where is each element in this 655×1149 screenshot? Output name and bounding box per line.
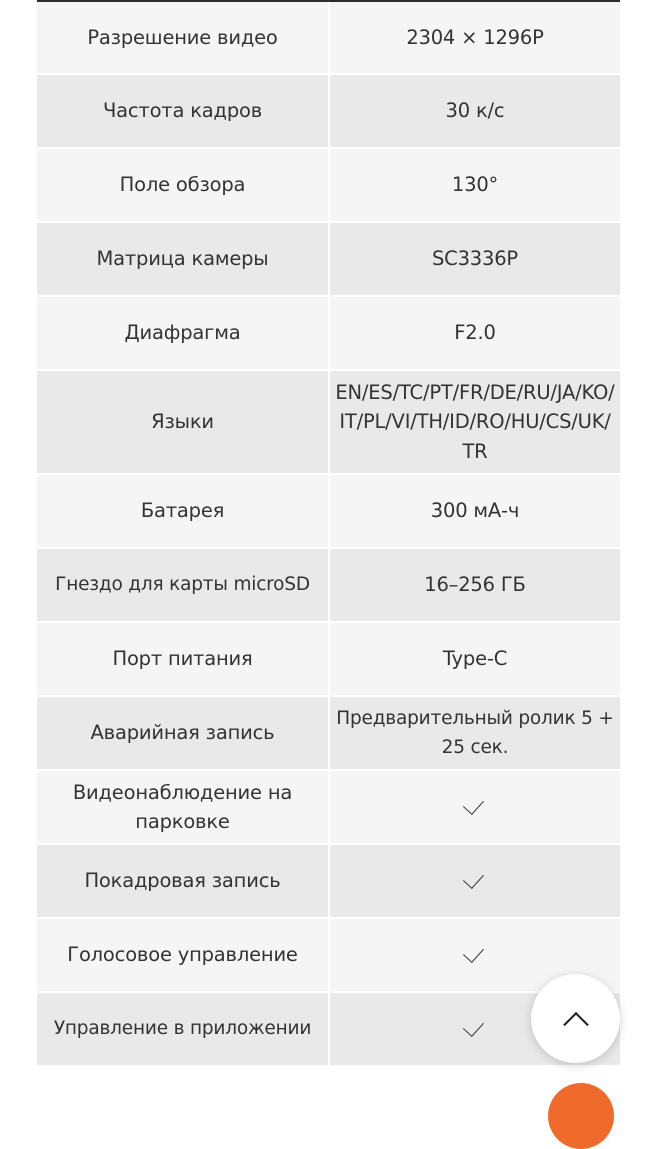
spec-label: Диафрагма — [37, 297, 328, 369]
spec-label: Покадровая запись — [37, 845, 328, 917]
table-row — [37, 549, 620, 621]
spec-value: 16–256 ГБ — [330, 549, 620, 621]
chat-button[interactable] — [548, 1083, 614, 1149]
spec-value: SC3336P — [330, 223, 620, 295]
checkmark-icon — [463, 794, 484, 815]
table-row — [37, 223, 620, 295]
spec-value: EN/ES/TC/PT/FR/DE/RU/JA/KO/IT/PL/VI/TH/ID/RO/HU/CS/UK/TR — [330, 371, 620, 473]
spec-value: 300 мА-ч — [330, 475, 620, 547]
spec-value: Предварительный ролик 5 + 25 сек. — [330, 697, 620, 769]
chevron-up-icon — [563, 1011, 588, 1036]
table-row — [37, 475, 620, 547]
spec-value — [330, 771, 620, 843]
spec-value: 30 к/с — [330, 75, 620, 147]
table-row — [37, 297, 620, 369]
spec-label: Разрешение видео — [37, 2, 328, 73]
spec-label: Поле обзора — [37, 149, 328, 221]
specs-table — [37, 2, 620, 1065]
spec-label: Порт питания — [37, 623, 328, 695]
table-row — [37, 623, 620, 695]
table-row — [37, 149, 620, 221]
spec-value — [330, 845, 620, 917]
table-row — [37, 845, 620, 917]
table-row — [37, 919, 620, 991]
scroll-to-top-button[interactable] — [531, 974, 620, 1063]
spec-value: F2.0 — [330, 297, 620, 369]
spec-label: Батарея — [37, 475, 328, 547]
spec-label: Видеонаблюдение на парковке — [37, 771, 328, 843]
spec-label: Гнездо для карты microSD — [37, 549, 328, 621]
checkmark-icon — [463, 942, 484, 963]
spec-value: Type-C — [330, 623, 620, 695]
table-row — [37, 75, 620, 147]
spec-value: 2304 × 1296P — [330, 2, 620, 73]
table-row — [37, 2, 620, 73]
spec-label: Матрица камеры — [37, 223, 328, 295]
table-row — [37, 371, 620, 473]
spec-label: Управление в приложении — [37, 993, 328, 1065]
spec-label: Языки — [37, 371, 328, 473]
spec-label: Голосовое управление — [37, 919, 328, 991]
spec-value: 130° — [330, 149, 620, 221]
checkmark-icon — [463, 1016, 484, 1037]
checkmark-icon — [463, 868, 484, 889]
table-row — [37, 771, 620, 843]
table-row — [37, 697, 620, 769]
spec-label: Аварийная запись — [37, 697, 328, 769]
spec-label: Частота кадров — [37, 75, 328, 147]
